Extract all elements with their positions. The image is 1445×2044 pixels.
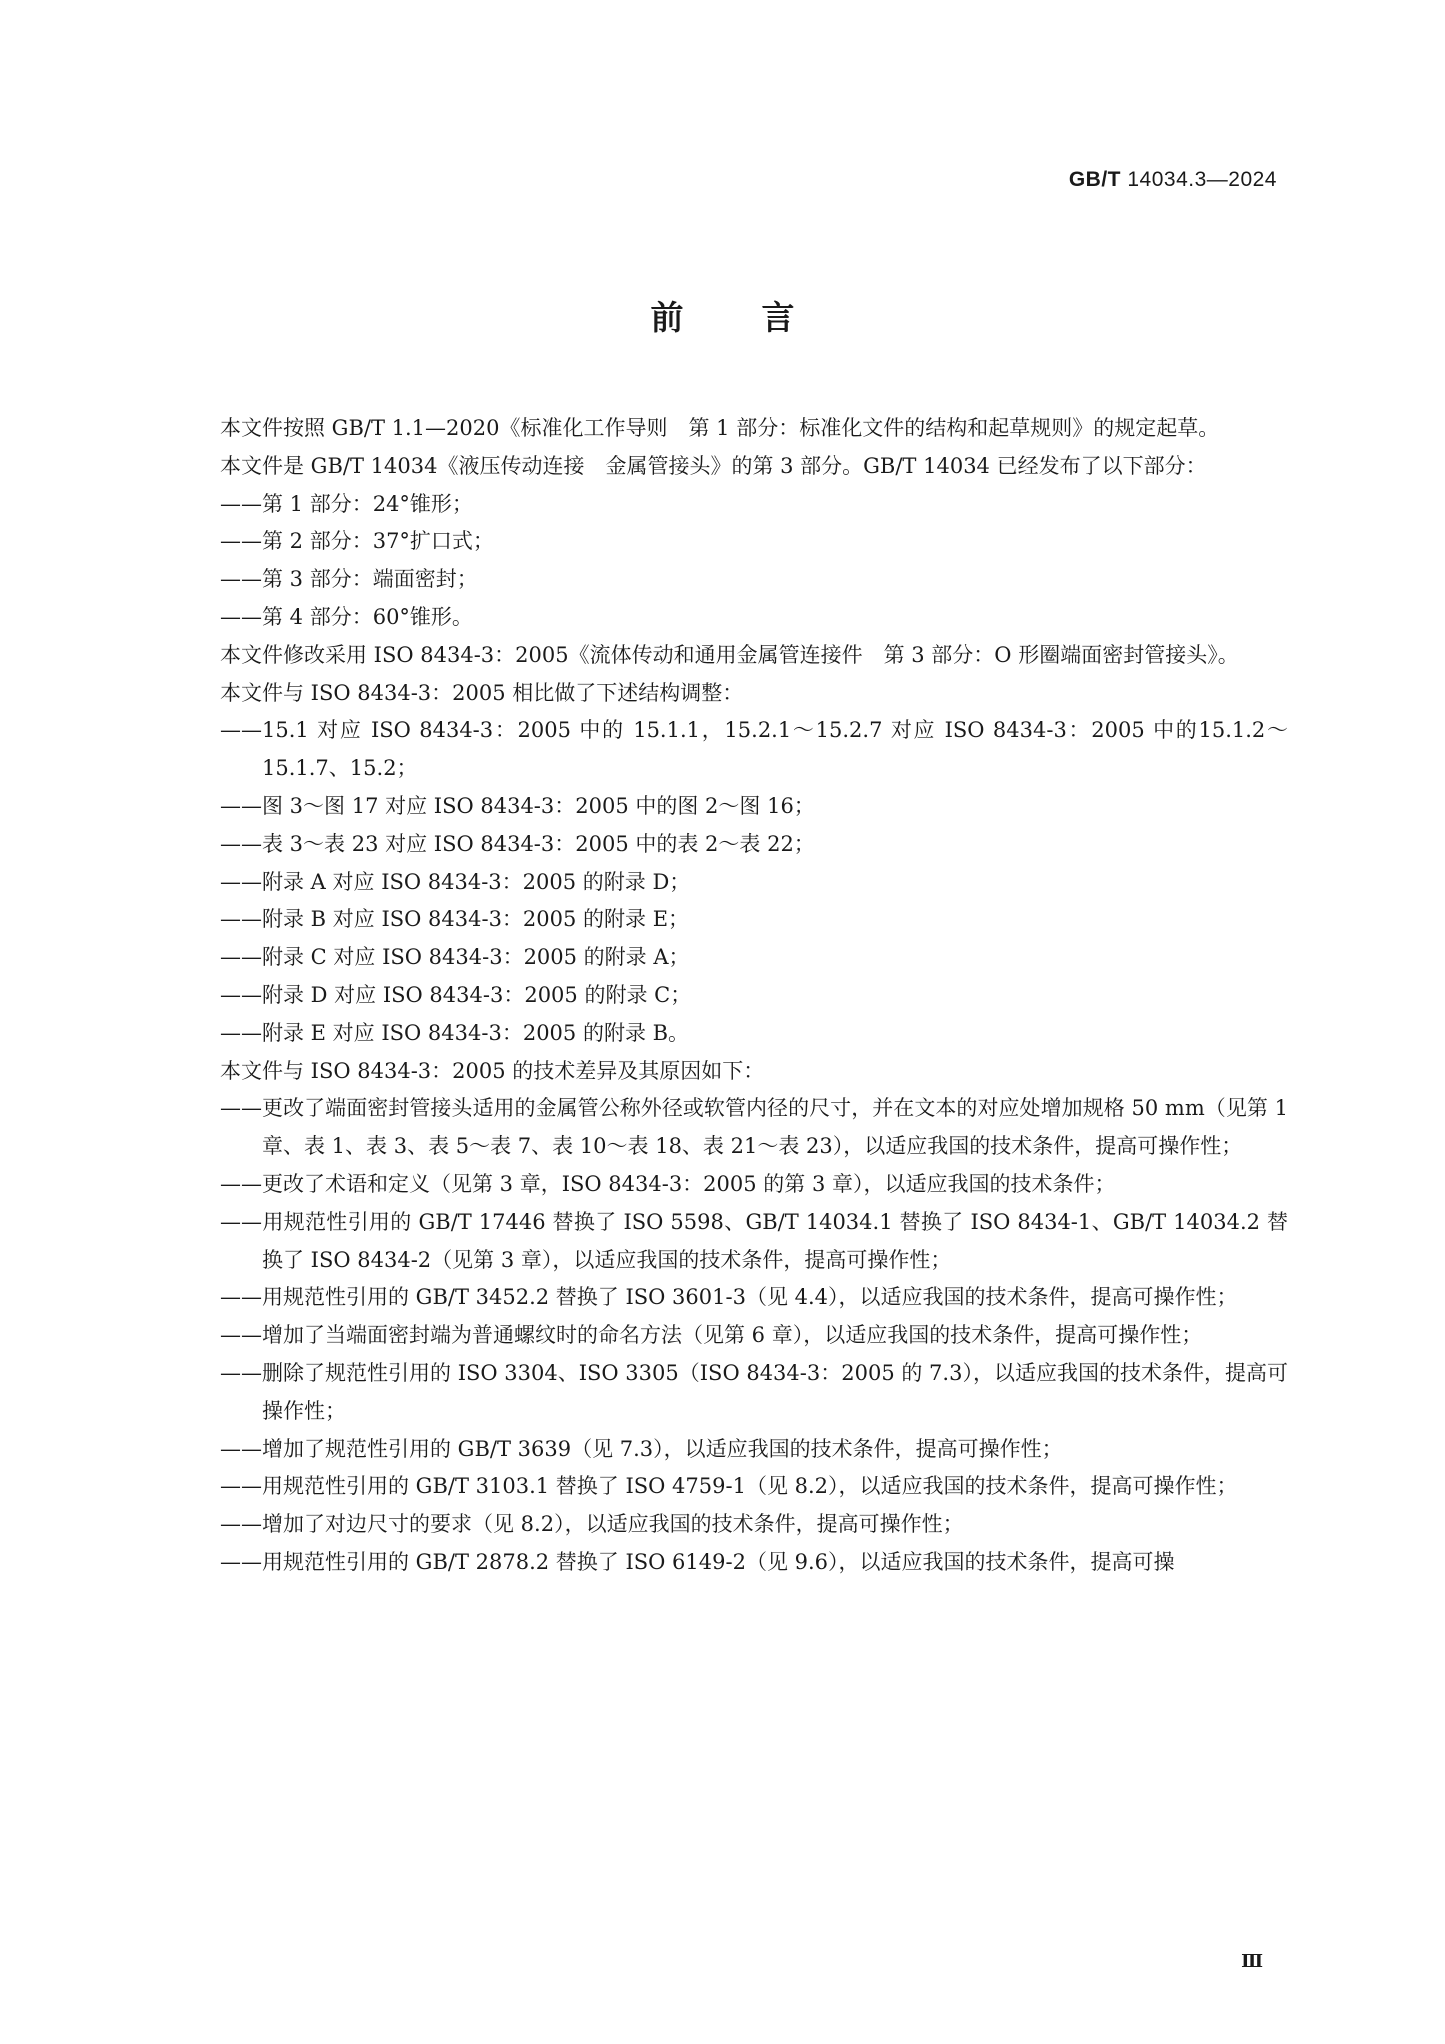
document-code-prefix: GB/T [1068,168,1122,191]
paragraph: 本文件修改采用 ISO 8434-3：2005《流体传动和通用金属管连接件 第 3 部分：O 形圈端面密封管接头》。 [220,642,1239,667]
paragraph: 本文件与 ISO 8434-3：2005 相比做了下述结构调整： [220,680,744,705]
list-item: ——第 2 部分：37°扩口式； [220,529,494,554]
paragraph: 本文件按照 GB/T 1.1—2020《标准化工作导则 第 1 部分：标准化文件的结构和起草规则》的规定起草。 [220,416,1220,440]
list-item: ——更改了术语和定义（见第 3 章，ISO 8434-3：2005 的第 3 章），以适应我国的技术条件； [220,1171,1116,1196]
list-item: ——用规范性引用的 GB/T 3452.2 替换了 ISO 3601-3（见 4.4），以适应我国的技术条件，提高可操作性； [220,1285,1238,1310]
list-item: ——更改了端面密封管接头适用的金属管公称外径或软管内径的尺寸，并在文本的对应处增加规格 50 mm（见第 1 章、表 1、表 3、表 5～表 7、表 10～表 18、表 21～表 23），以适应我国的技术条件，提高可操作性； [220,1096,1288,1159]
list-item: ——增加了当端面密封端为普通螺纹时的命名方法（见第 6 章），以适应我国的技术条件，提高可操作性； [220,1323,1203,1348]
page-title-char-1: 前 [650,298,684,337]
list-item: ——附录 C 对应 ISO 8434-3：2005 的附录 A； [220,945,690,970]
list-item: ——附录 B 对应 ISO 8434-3：2005 的附录 E； [220,907,690,932]
list-item: ——删除了规范性引用的 ISO 3304、ISO 3305（ISO 8434-3：2005 的 7.3），以适应我国的技术条件，提高可操作性； [220,1360,1288,1423]
list-item: ——第 3 部分：端面密封； [220,567,478,592]
paragraph: 本文件是 GB/T 14034《液压传动连接 金属管接头》的第 3 部分。GB/T 14034 已经发布了以下部分： [220,453,1207,478]
page-title [0,292,1445,339]
list-item: ——增加了规范性引用的 GB/T 3639（见 7.3），以适应我国的技术条件，提高可操作性； [220,1436,1063,1461]
page-number: Ⅲ [1241,1951,1263,1972]
list-item: ——附录 A 对应 ISO 8434-3：2005 的附录 D； [220,869,691,894]
list-item: ——用规范性引用的 GB/T 3103.1 替换了 ISO 4759-1（见 8.2），以适应我国的技术条件，提高可操作性； [220,1474,1238,1499]
list-item: ——增加了对边尺寸的要求（见 8.2），以适应我国的技术条件，提高可操作性； [220,1512,964,1537]
paragraph: 本文件与 ISO 8434-3：2005 的技术差异及其原因如下： [220,1058,765,1083]
list-item: ——图 3～图 17 对应 ISO 8434-3：2005 中的图 2～图 16； [220,793,815,818]
list-item: ——附录 D 对应 ISO 8434-3：2005 的附录 C； [220,982,692,1007]
page-title-char-2: 言 [761,298,795,337]
list-item: ——15.1 对应 ISO 8434-3：2005 中的 15.1.1，15.2.1～15.2.7 对应 ISO 8434-3：2005 中的15.1.2～15.1.7、15.2； [220,718,1288,781]
list-item: ——用规范性引用的 GB/T 17446 替换了 ISO 5598、GB/T 14034.1 替换了 ISO 8434-1、GB/T 14034.2 替换了 ISO 8434-2（见第 3 章），以适应我国的技术条件，提高可操作性； [220,1209,1288,1272]
document-code [1069,168,1277,192]
document-body [178,410,1288,1582]
list-item: ——附录 E 对应 ISO 8434-3：2005 的附录 B。 [220,1020,690,1045]
list-item: ——表 3～表 23 对应 ISO 8434-3：2005 中的表 2～表 22； [220,831,815,856]
list-item: ——第 4 部分：60°锥形。 [220,604,473,629]
list-item: ——用规范性引用的 GB/T 2878.2 替换了 ISO 6149-2（见 9.6），以适应我国的技术条件，提高可操 [220,1549,1175,1574]
list-item: ——第 1 部分：24°锥形； [220,491,473,516]
document-code-number: 14034.3—2024 [1127,168,1277,191]
